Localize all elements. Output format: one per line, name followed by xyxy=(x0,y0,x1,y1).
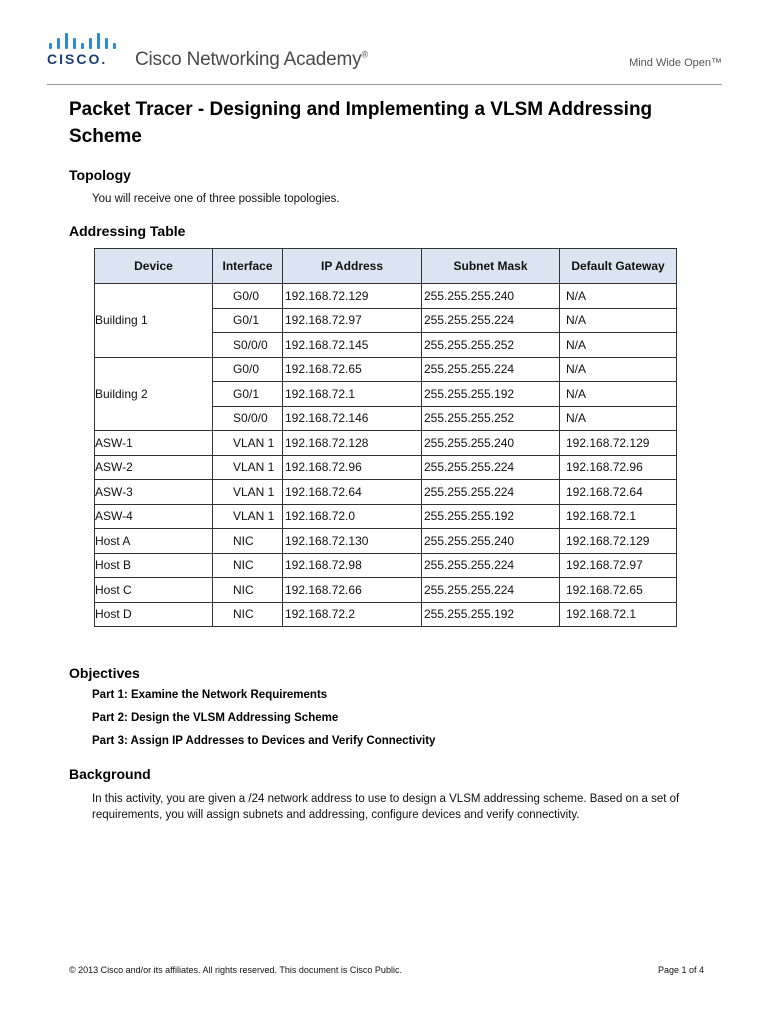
interface-cell: VLAN 1 xyxy=(213,455,283,480)
table-row xyxy=(95,602,677,627)
ip-address-cell: 192.168.72.145 xyxy=(283,333,422,358)
interface-cell: NIC xyxy=(213,602,283,627)
ip-address-cell: 192.168.72.2 xyxy=(283,602,422,627)
objective-item: Part 2: Design the VLSM Addressing Scheme xyxy=(92,712,339,724)
default-gateway-cell: 192.168.72.97 xyxy=(560,553,677,578)
table-row xyxy=(95,480,677,505)
table-row xyxy=(95,578,677,603)
column-header: Interface xyxy=(213,249,283,284)
tagline: Mind Wide Open™ xyxy=(629,57,722,69)
subnet-mask-cell: 255.255.255.224 xyxy=(422,357,560,382)
device-cell: ASW-2 xyxy=(95,455,213,480)
interface-cell: VLAN 1 xyxy=(213,431,283,456)
interface-cell: S0/0/0 xyxy=(213,406,283,431)
table-row xyxy=(95,357,677,382)
default-gateway-cell: N/A xyxy=(560,284,677,309)
cisco-bars-icon xyxy=(49,31,115,49)
default-gateway-cell: 192.168.72.1 xyxy=(560,504,677,529)
device-cell: ASW-4 xyxy=(95,504,213,529)
column-header: Default Gateway xyxy=(560,249,677,284)
table-row xyxy=(95,455,677,480)
page-header xyxy=(0,0,768,86)
addressing-heading: Addressing Table xyxy=(69,223,186,239)
ip-address-cell: 192.168.72.146 xyxy=(283,406,422,431)
interface-cell: NIC xyxy=(213,529,283,554)
page-title: Packet Tracer - Designing and Implementing a VLSM Addressing Scheme xyxy=(69,99,653,147)
cisco-wordmark: CISCO. xyxy=(47,51,108,67)
device-cell: Building 1 xyxy=(95,284,213,358)
objectives-heading: Objectives xyxy=(69,665,140,681)
table-row xyxy=(95,529,677,554)
default-gateway-cell: N/A xyxy=(560,333,677,358)
ip-address-cell: 192.168.72.97 xyxy=(283,308,422,333)
ip-address-cell: 192.168.72.128 xyxy=(283,431,422,456)
footer-copyright: © 2013 Cisco and/or its affiliates. All rights reserved. This document is Cisco Public. xyxy=(69,965,402,975)
column-header: IP Address xyxy=(283,249,422,284)
interface-cell: G0/1 xyxy=(213,308,283,333)
ip-address-cell: 192.168.72.1 xyxy=(283,382,422,407)
background-heading: Background xyxy=(69,766,151,782)
ip-address-cell: 192.168.72.64 xyxy=(283,480,422,505)
background-text: In this activity, you are given a /24 network address to use to design a VLSM addressing scheme. Based on a set of requirements, you will assign subnets and addressing, configure devices and verify connectivity. xyxy=(92,793,680,821)
interface-cell: VLAN 1 xyxy=(213,504,283,529)
default-gateway-cell: N/A xyxy=(560,357,677,382)
default-gateway-cell: 192.168.72.65 xyxy=(560,578,677,603)
interface-cell: G0/0 xyxy=(213,357,283,382)
subnet-mask-cell: 255.255.255.240 xyxy=(422,431,560,456)
ip-address-cell: 192.168.72.66 xyxy=(283,578,422,603)
interface-cell: NIC xyxy=(213,553,283,578)
table-row xyxy=(95,431,677,456)
subnet-mask-cell: 255.255.255.192 xyxy=(422,602,560,627)
default-gateway-cell: N/A xyxy=(560,382,677,407)
academy-name-text: Cisco Networking Academy xyxy=(135,49,362,70)
ip-address-cell: 192.168.72.98 xyxy=(283,553,422,578)
subnet-mask-cell: 255.255.255.224 xyxy=(422,455,560,480)
device-cell: ASW-1 xyxy=(95,431,213,456)
column-header: Device xyxy=(95,249,213,284)
interface-cell: NIC xyxy=(213,578,283,603)
subnet-mask-cell: 255.255.255.224 xyxy=(422,553,560,578)
topology-heading: Topology xyxy=(69,167,131,183)
column-header: Subnet Mask xyxy=(422,249,560,284)
subnet-mask-cell: 255.255.255.240 xyxy=(422,284,560,309)
objective-item: Part 3: Assign IP Addresses to Devices and Verify Connectivity xyxy=(92,735,436,747)
table-row xyxy=(95,504,677,529)
subnet-mask-cell: 255.255.255.192 xyxy=(422,504,560,529)
table-row xyxy=(95,553,677,578)
topology-text: You will receive one of three possible topologies. xyxy=(92,193,340,205)
device-cell: ASW-3 xyxy=(95,480,213,505)
interface-cell: G0/0 xyxy=(213,284,283,309)
default-gateway-cell: 192.168.72.96 xyxy=(560,455,677,480)
device-cell: Host B xyxy=(95,553,213,578)
device-cell: Building 2 xyxy=(95,357,213,431)
subnet-mask-cell: 255.255.255.240 xyxy=(422,529,560,554)
subnet-mask-cell: 255.255.255.252 xyxy=(422,333,560,358)
ip-address-cell: 192.168.72.0 xyxy=(283,504,422,529)
table-header-row xyxy=(95,249,677,284)
default-gateway-cell: N/A xyxy=(560,406,677,431)
interface-cell: S0/0/0 xyxy=(213,333,283,358)
subnet-mask-cell: 255.255.255.224 xyxy=(422,308,560,333)
subnet-mask-cell: 255.255.255.224 xyxy=(422,480,560,505)
ip-address-cell: 192.168.72.96 xyxy=(283,455,422,480)
table-row xyxy=(95,284,677,309)
device-cell: Host C xyxy=(95,578,213,603)
ip-address-cell: 192.168.72.65 xyxy=(283,357,422,382)
interface-cell: G0/1 xyxy=(213,382,283,407)
academy-name xyxy=(135,49,368,71)
subnet-mask-cell: 255.255.255.192 xyxy=(422,382,560,407)
ip-address-cell: 192.168.72.129 xyxy=(283,284,422,309)
device-cell: Host D xyxy=(95,602,213,627)
subnet-mask-cell: 255.255.255.224 xyxy=(422,578,560,603)
default-gateway-cell: 192.168.72.64 xyxy=(560,480,677,505)
header-rule xyxy=(47,84,722,85)
ip-address-cell: 192.168.72.130 xyxy=(283,529,422,554)
footer-page-number: Page 1 of 4 xyxy=(657,965,704,975)
objective-item: Part 1: Examine the Network Requirements xyxy=(92,689,328,701)
registered-mark: ® xyxy=(361,49,368,60)
subnet-mask-cell: 255.255.255.252 xyxy=(422,406,560,431)
addressing-table-body xyxy=(95,284,677,627)
default-gateway-cell: 192.168.72.129 xyxy=(560,529,677,554)
default-gateway-cell: 192.168.72.129 xyxy=(560,431,677,456)
default-gateway-cell: 192.168.72.1 xyxy=(560,602,677,627)
addressing-table xyxy=(94,248,677,627)
device-cell: Host A xyxy=(95,529,213,554)
interface-cell: VLAN 1 xyxy=(213,480,283,505)
default-gateway-cell: N/A xyxy=(560,308,677,333)
